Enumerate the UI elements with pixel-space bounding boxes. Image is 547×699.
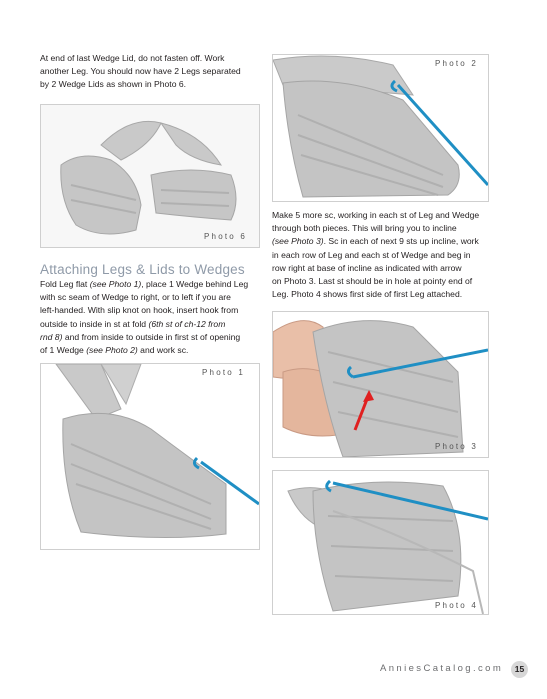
body-line [40,291,265,304]
photo-4 [272,470,489,615]
photo-3 [272,311,489,458]
body-line [40,344,265,357]
left-body-paragraph [40,278,265,357]
photo-reference: (see Photo 3) [272,236,324,247]
photo-1 [40,363,260,550]
photo-1-caption: Photo 1 [202,368,245,377]
photo-reference: (6th st of ch-12 from [148,318,226,329]
text-run: . Sc in each of next 9 sts up incline, work [323,236,479,247]
page-number: 15 [511,661,528,678]
body-line [272,262,497,275]
photo-reference: (see Photo 1) [89,279,142,289]
body-line [272,222,497,235]
intro-line: another Leg. You should now have 2 Legs separated [40,66,241,77]
photo-6 [40,104,260,248]
photo-2 [272,54,489,202]
text-run: of 1 Wedge [40,345,87,356]
text-run: and from inside to outside in first st of opening [62,331,241,342]
photo-2-image [273,55,488,201]
photo-6-caption: Photo 6 [204,232,247,241]
body-line [272,249,497,262]
body-line [272,275,497,288]
section-heading: Attaching Legs & Lids to Wedges [40,262,245,277]
body-line [272,209,497,222]
intro-paragraph [40,52,262,92]
photo-3-image [273,312,488,457]
text-run: outside to inside in st at fold [40,318,149,329]
photo-reference: rnd 8) [40,331,63,342]
right-body-paragraph [272,209,497,301]
text-run: , place 1 Wedge behind Leg [141,279,249,289]
text-run: row right at base of incline as indicated with arrow [272,262,462,273]
text-run: Make 5 more sc, working in each st of Leg and Wedge [272,210,480,220]
photo-1-image [41,364,259,549]
body-line [40,331,265,344]
body-line [40,304,265,317]
photo-4-image [273,471,488,614]
photo-6-image [41,105,259,247]
photo-3-caption: Photo 3 [435,442,478,451]
text-run: Leg. Photo 4 shows first side of first Leg attached. [272,289,463,300]
photo-2-caption: Photo 2 [435,59,478,68]
body-line [40,318,265,331]
intro-line: At end of last Wedge Lid, do not fasten off. Work [40,53,225,63]
text-run: on Photo 3. Last st should be in hole at pointy end of [272,276,473,287]
photo-4-caption: Photo 4 [435,601,478,610]
body-line [272,288,497,301]
body-line [40,278,265,291]
footer-url: AnniesCatalog.com [380,663,504,674]
intro-line: by 2 Wedge Lids as shown in Photo 6. [40,79,187,90]
body-line [272,235,497,248]
text-run: in each row of Leg and each st of Wedge and beg in [272,249,471,260]
text-run: with sc seam of Wedge to right, or to left if you are [40,292,231,303]
photo-reference: (see Photo 2) [86,345,138,356]
text-run: Fold Leg flat [40,279,90,289]
text-run: and work sc. [137,345,189,356]
text-run: left-handed. With slip knot on hook, insert hook from [40,305,239,316]
text-run: through both pieces. This will bring you to incline [272,223,457,234]
